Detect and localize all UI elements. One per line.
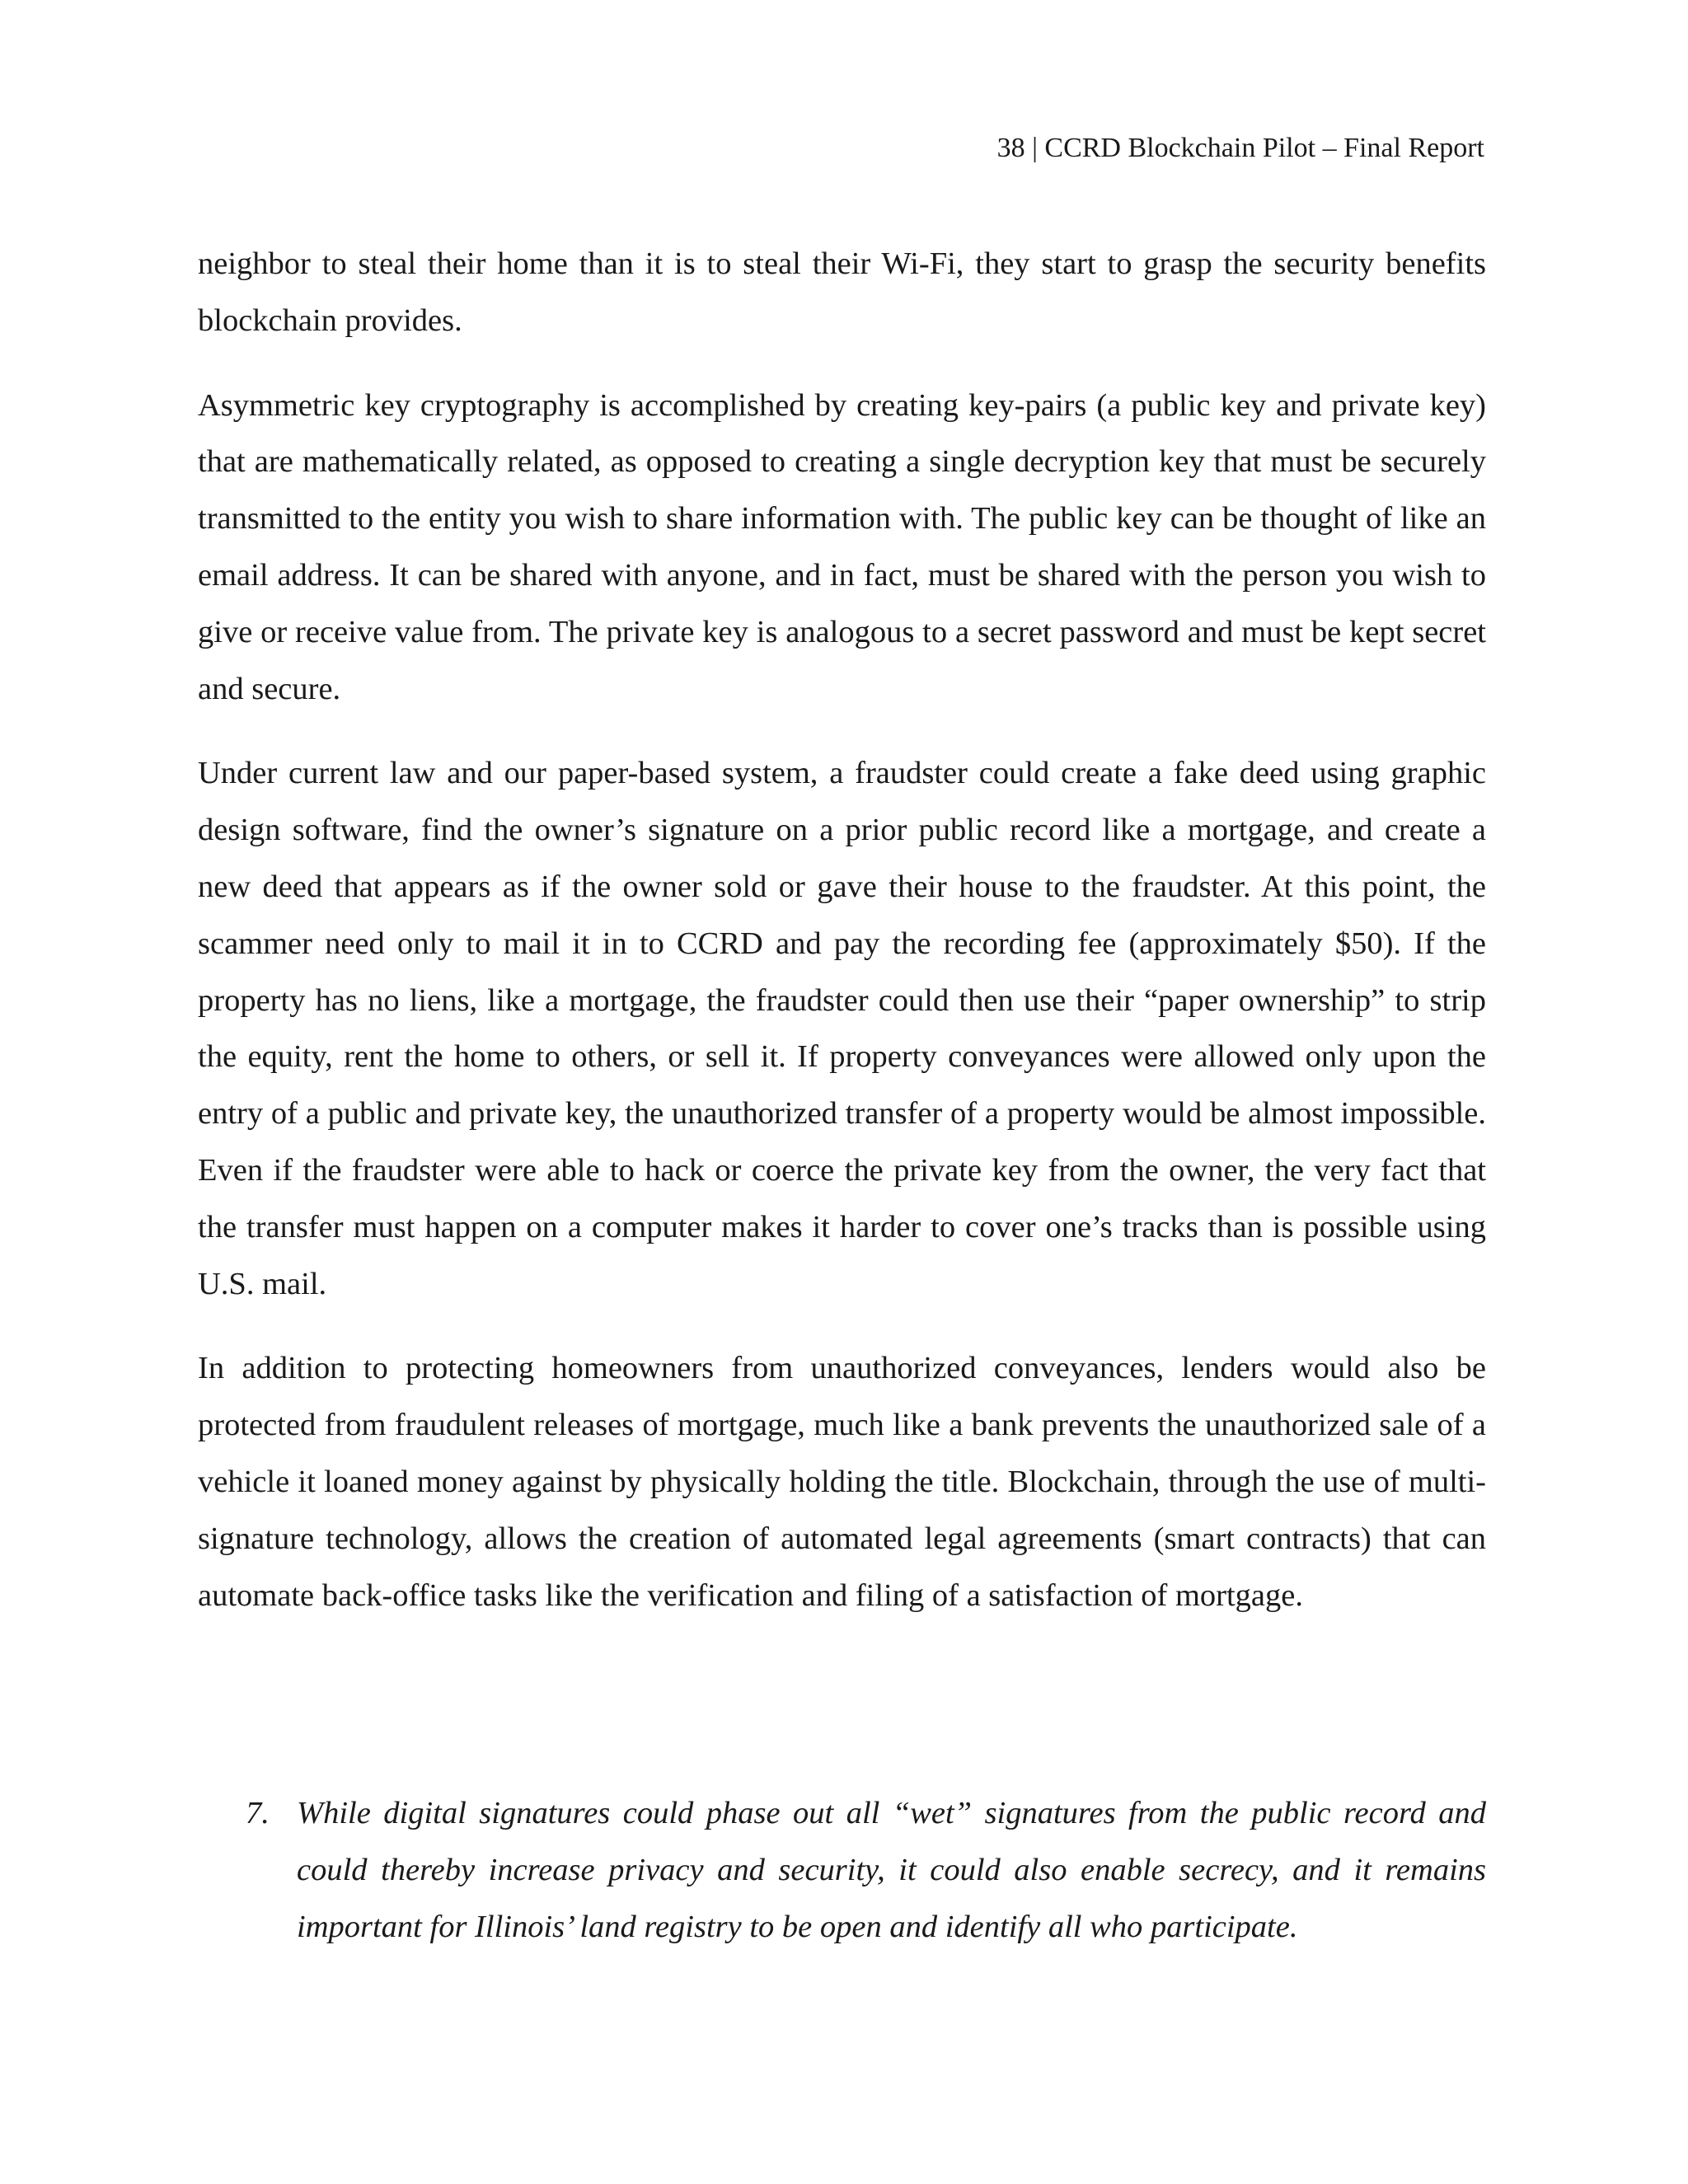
body-text	[198, 236, 1486, 1652]
finding-number: 7.	[246, 1796, 270, 1830]
running-header: 38 | CCRD Blockchain Pilot – Final Report	[996, 133, 1484, 163]
paragraph-lender-protection: In addition to protecting homeowners from unauthorized conveyances, lenders would also be protected from fraudulent releases of mortgage, much like a bank prevents the unauthorized sale of a vehicle it loaned money against by physically holding the title. Blockchain, through the use of multi-signature technology, allows the creation of automated legal agreements (smart contracts) that can automate back-office tasks like the verification and filing of a satisfaction of mortgage.	[198, 1351, 1486, 1613]
paragraph-asymmetric-key: Asymmetric key cryptography is accomplished by creating key-pairs (a public key and private key) that are mathematically related, as opposed to creating a single decryption key that must be securely transmitted to the entity you wish to share information with. The public key can be thought of like an email address. It can be shared with anyone, and in fact, must be shared with the person you wish to give or receive value from. The private key is analogous to a secret password and must be kept secret and secure.	[198, 387, 1486, 706]
finding-text: While digital signatures could phase out all “wet” signatures from the public record and could thereby increase privacy and security, it could also enable secrecy, and it remains important for Illinois’ land registry to be open and identify all who participate.	[297, 1796, 1486, 1944]
numbered-finding	[246, 1785, 1486, 1955]
paragraph-continuation: neighbor to steal their home than it is to steal their Wi-Fi, they start to grasp the security benefits blockchain provides.	[198, 246, 1486, 338]
paragraph-fraud-scenario: Under current law and our paper-based system, a fraudster could create a fake deed using graphic design software, find the owner’s signature on a prior public record like a mortgage, and create a new deed that appears as if the owner sold or gave their house to the fraudster. At this point, the scammer need only to mail it in to CCRD and pay the recording fee (approximately $50). If the property has no liens, like a mortgage, the fraudster could then use their “paper ownership” to strip the equity, rent the home to others, or sell it. If property conveyances were allowed only upon the entry of a public and private key, the unauthorized transfer of a property would be almost impossible. Even if the fraudster were able to hack or coerce the private key from the owner, the very fact that the transfer must happen on a computer makes it harder to cover one’s tracks than is possible using U.S. mail.	[198, 756, 1486, 1301]
